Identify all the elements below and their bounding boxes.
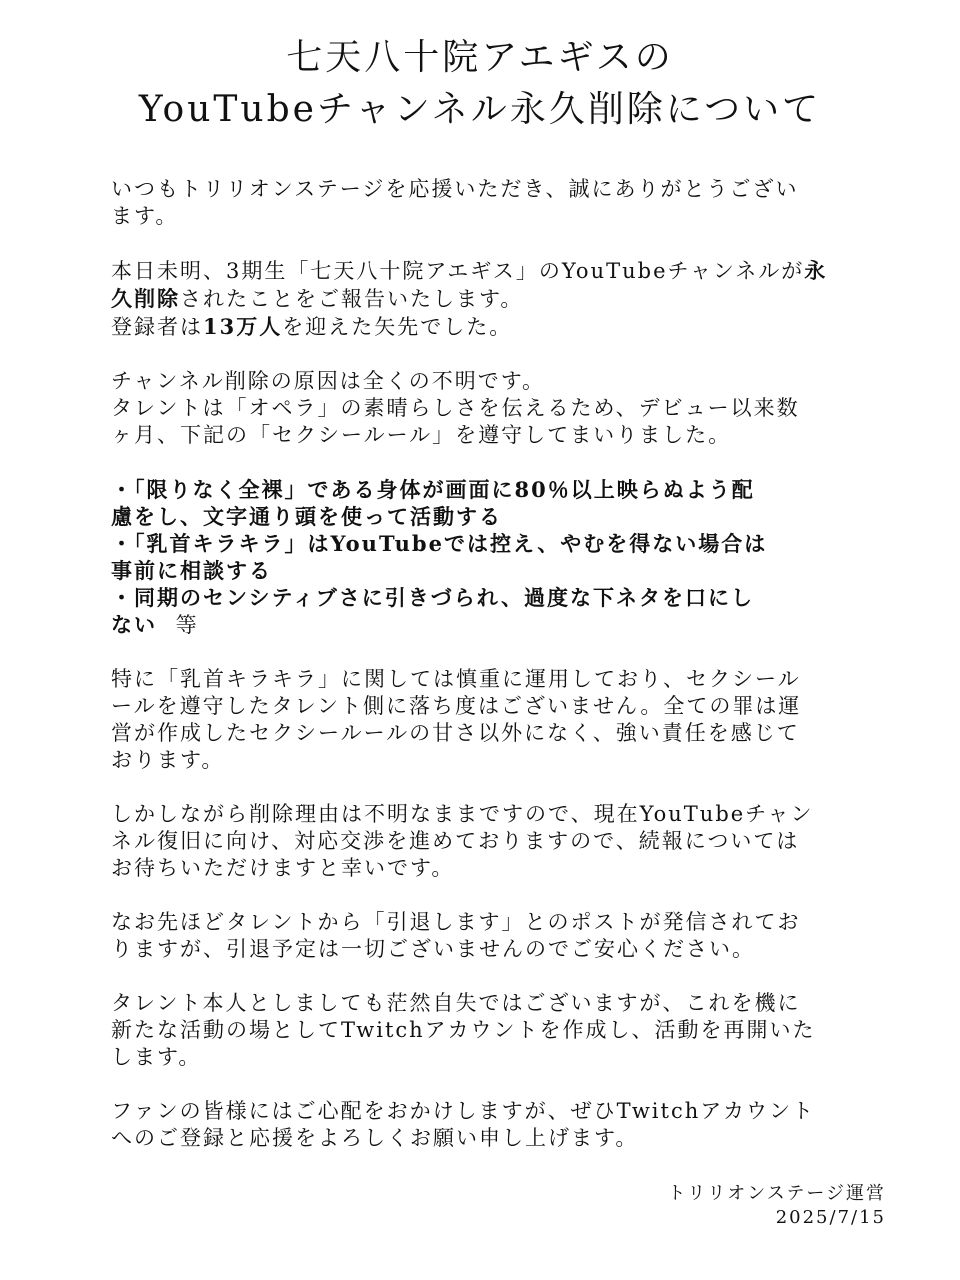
text-line: 新たな活動の場としてTwitchアカウントを作成し、活動を再開いた bbox=[111, 1018, 816, 1042]
title-line-2: YouTubeチャンネル永久削除について bbox=[138, 89, 822, 130]
paragraph-restoration bbox=[111, 801, 841, 882]
paragraph-responsibility bbox=[111, 666, 841, 774]
rule-item bbox=[111, 611, 841, 639]
text-segment: 等 bbox=[175, 613, 199, 637]
text-line: ールを遵守したタレント側に落ち度はございません。全ての罪は運 bbox=[111, 694, 802, 718]
text-segment: ない bbox=[111, 612, 157, 637]
text-line: ファンの皆様にはご心配をおかけしますが、ぜひTwitchアカウント bbox=[111, 1099, 816, 1123]
text-line: タレントは「オペラ」の素晴らしさを伝えるため、デビュー以来数 bbox=[111, 396, 800, 420]
text-line: ネル復旧に向け、対応交渉を進めておりますので、続報については bbox=[111, 829, 800, 853]
rule-item: ・「乳首キラキラ」はYouTubeでは控え、やむを得ない場合は bbox=[111, 531, 768, 556]
announcement-body bbox=[111, 176, 841, 1152]
text-line: 営が作成したセクシールールの甘さ以外になく、強い責任を感じて bbox=[111, 721, 800, 745]
text-line: ヶ月、下記の「セクシールール」を遵守してまいりました。 bbox=[111, 423, 732, 447]
text-segment: 本日未明、3期生「七天八十院アエギス」のYouTubeチャンネルが bbox=[111, 259, 805, 283]
paragraph-retirement-note bbox=[111, 909, 841, 963]
text-line: しかしながら削除理由は不明なままですので、現在YouTubeチャン bbox=[111, 802, 814, 826]
text-line bbox=[111, 285, 841, 313]
text-line: りますが、引退予定は一切ございませんのでご安心ください。 bbox=[111, 937, 755, 961]
text-line: チャンネル削除の原因は全くの不明です。 bbox=[111, 369, 546, 393]
text-line: 特に「乳首キラキラ」に関しては慎重に運用しており、セクシール bbox=[111, 667, 801, 691]
text-line: いつもトリリオンステージを応援いただき、誠にありがとうござい bbox=[111, 177, 799, 201]
rule-item: ・同期のセンシティブさに引きづられ、過度な下ネタを口にし bbox=[111, 585, 755, 610]
text-segment: を迎えた矢先でした。 bbox=[282, 315, 513, 339]
text-line: タレント本人としましても茫然自失ではございますが、これを機に bbox=[111, 991, 801, 1015]
paragraph-closing bbox=[111, 1098, 841, 1152]
text-line bbox=[111, 257, 841, 285]
text-line: ます。 bbox=[111, 204, 179, 228]
announcement-title bbox=[0, 32, 960, 136]
bold-text: 久削除 bbox=[111, 286, 180, 311]
text-line: お待ちいただけますと幸いです。 bbox=[111, 856, 455, 880]
paragraph-cause bbox=[111, 368, 841, 449]
text-line bbox=[111, 313, 841, 341]
rule-item: 慮をし、文字通り頭を使って活動する bbox=[111, 504, 502, 529]
paragraph-greeting bbox=[111, 176, 841, 230]
rule-item: 事前に相談する bbox=[111, 558, 272, 583]
text-line: なお先ほどタレントから「引退します」とのポストが発信されてお bbox=[111, 910, 801, 934]
paragraph-deletion-report bbox=[111, 257, 841, 341]
signature-org: トリリオンステージ運営 bbox=[667, 1183, 886, 1204]
rule-item: ・「限りなく全裸」である身体が画面に80％以上映らぬよう配 bbox=[111, 477, 755, 502]
bold-text: 13万人 bbox=[203, 314, 283, 339]
text-segment: されたことをご報告いたします。 bbox=[180, 287, 524, 311]
sexy-rules-list bbox=[111, 476, 841, 639]
title-line-1: 七天八十院アエギスの bbox=[286, 37, 674, 78]
text-line: おります。 bbox=[111, 748, 225, 772]
paragraph-twitch bbox=[111, 990, 841, 1071]
text-segment: 登録者は bbox=[111, 315, 203, 339]
text-line: へのご登録と応援をよろしくお願い申し上げます。 bbox=[111, 1126, 639, 1150]
bold-text: 永 bbox=[804, 258, 828, 283]
text-line: します。 bbox=[111, 1045, 202, 1069]
signature-date: 2025/7/15 bbox=[775, 1207, 886, 1228]
signature-block bbox=[667, 1182, 886, 1230]
